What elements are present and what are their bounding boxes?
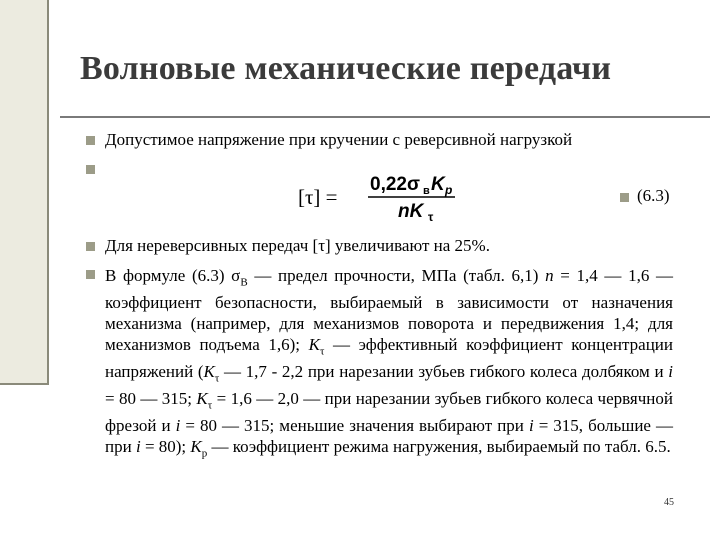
bullet-text-3: Для нереверсивных передач [τ] увеличивают на 25%.: [105, 236, 490, 255]
bullet-marker: [86, 136, 95, 145]
formula-graphic: [290, 161, 473, 229]
tau-subscript: τ: [207, 399, 213, 412]
formula-lhs: [τ] =: [298, 185, 338, 209]
tau-subscript: τ: [319, 345, 325, 358]
tau-subscript: τ: [214, 372, 220, 385]
formula-numerator-var: K: [431, 174, 445, 195]
bullet-text-1: Допустимое напряжение при кручении с реверсивной нагрузкой: [105, 130, 573, 149]
formula-numerator-coef: 0,22σ: [370, 174, 420, 195]
var-i: i: [668, 361, 673, 381]
para-text: — 1,7 - 2,2 при нарезании зубьев гибкого колеса долбяком и: [219, 361, 669, 381]
para-text: = 80);: [140, 437, 191, 457]
kp-subscript: p: [201, 447, 208, 460]
formula-number: (6.3): [637, 186, 670, 205]
side-decor-bar: [0, 0, 47, 383]
para-text: В формуле (6.3) σ: [105, 266, 241, 285]
para-text: = 315, большие — при: [105, 416, 674, 457]
var-n: n: [545, 266, 554, 285]
var-i: i: [135, 437, 141, 457]
formula-numerator-var-sub: p: [445, 183, 453, 197]
bullet-marker: [86, 270, 95, 279]
sigma-subscript: В: [240, 276, 248, 289]
side-decor-line-horizontal: [0, 383, 49, 385]
var-k-tau: K: [308, 334, 320, 354]
page-number: 45: [664, 497, 674, 508]
formula-denominator-sub: τ: [428, 210, 434, 224]
bullet-marker: [86, 242, 95, 251]
formula-image: [290, 161, 473, 229]
formula-denominator-var: nK: [398, 201, 424, 222]
para-text: = 1,6 — 2,0 — при нарезании зубьев гибкого колеса червячной фрезой и: [105, 389, 673, 436]
para-text: — эффективный коэффициент концентрации напряжений (: [105, 334, 673, 381]
para-text: — предел прочности, МПа (табл. 6,1): [247, 266, 546, 285]
var-k-tau: K: [203, 361, 215, 381]
formula-explanation-paragraph: [105, 266, 673, 464]
side-decor-line-vertical: [47, 0, 49, 383]
bullet-marker: [86, 165, 95, 174]
slide-title: Волновые механические передачи: [80, 50, 612, 87]
para-text: — коэффициент режима нагружения, выбираемый по табл. 6.5.: [207, 437, 671, 457]
var-i: i: [528, 416, 534, 436]
var-kp: K: [190, 437, 202, 457]
formula-numerator-sub: в: [423, 185, 430, 197]
var-k-tau: K: [196, 389, 208, 409]
bullet-marker: [620, 193, 629, 202]
para-text: = 80 — 315; меньшие значения выбирают при: [180, 416, 529, 436]
para-text: = 1,4 — 1,6 — коэффициент безопасности, выбираемый в зависимости от назначения механизма (например, для механизмов поворота и передвижения 1,4; для механизмов подъема 1,6);: [105, 266, 674, 354]
var-i: i: [175, 416, 181, 436]
title-divider: [60, 116, 710, 118]
para-text: = 80 — 315;: [105, 389, 197, 409]
